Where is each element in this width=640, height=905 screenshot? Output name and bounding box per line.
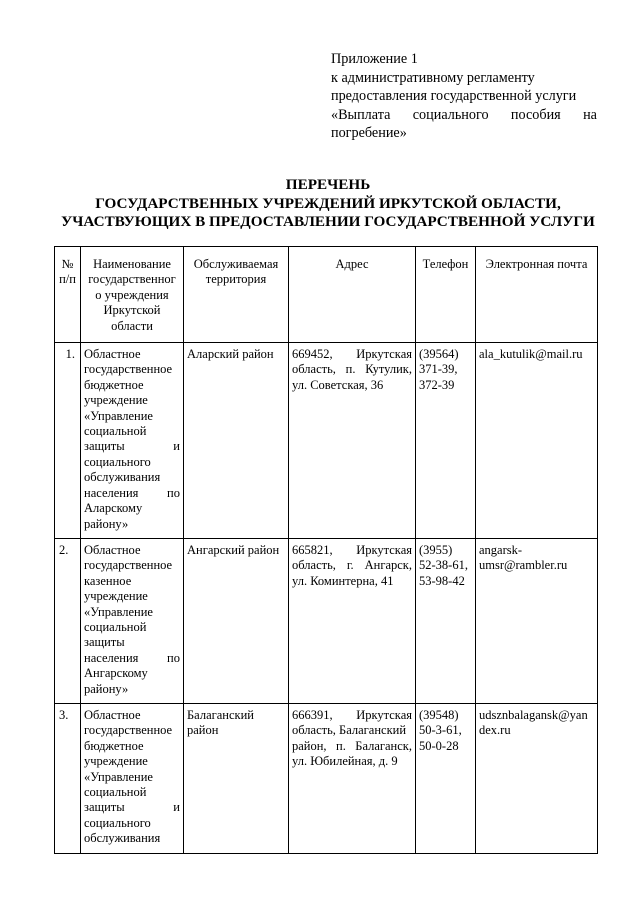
row-email: udsznbalagansk@yan dex.ru: [476, 703, 598, 853]
header-phone: Телефон: [416, 247, 476, 343]
row-name: Областное государственное бюджетное учреждение «Управление социальной защиты и социального обслуживания: [81, 703, 184, 853]
row-territory: Ангарский район: [184, 538, 289, 703]
title-line: ГОСУДАРСТВЕННЫХ УЧРЕЖДЕНИЙ ИРКУТСКОЙ ОБЛАСТИ,: [95, 194, 561, 212]
appendix-line: предоставления государственной услуги: [331, 88, 577, 104]
row-phone: (3955) 52-38-61, 53-98-42: [416, 538, 476, 703]
header-num: № п/п: [55, 247, 81, 343]
document-title: [50, 176, 606, 232]
row-territory: Балаганский район: [184, 703, 289, 853]
row-phone: (39548) 50-3-61, 50-0-28: [416, 703, 476, 853]
appendix-block: [331, 50, 597, 143]
row-territory: Аларский район: [184, 343, 289, 539]
row-address: 665821, Иркутская область, г. Ангарск, ул. Коминтерна, 41: [289, 538, 416, 703]
row-name: Областное государственное бюджетное учреждение «Управление социальной защиты и социального обслуживания населения по Аларскому району»: [81, 343, 184, 539]
row-email: ala_kutulik@mail.ru: [476, 343, 598, 539]
header-address: Адрес: [289, 247, 416, 343]
row-num: 2.: [55, 538, 81, 703]
header-name: Наименование государственног о учреждения Иркутской области: [81, 247, 184, 343]
row-phone: (39564) 371-39, 372-39: [416, 343, 476, 539]
row-name: Областное государственное казенное учреждение «Управление социальной защиты населения по Ангарскому району»: [81, 538, 184, 703]
row-num: 1.: [55, 343, 81, 539]
header-email: Электронная почта: [476, 247, 598, 343]
title-line: УЧАСТВУЮЩИХ В ПРЕДОСТАВЛЕНИИ ГОСУДАРСТВЕННОЙ УСЛУГИ: [61, 213, 595, 230]
table-header-row: [55, 247, 598, 343]
row-email: angarsk- umsr@rambler.ru: [476, 538, 598, 703]
appendix-line: погребение»: [331, 125, 407, 141]
header-territory: Обслуживаемая территория: [184, 247, 289, 343]
appendix-line: «Выплата социального пособия на: [331, 106, 597, 123]
row-address: 669452, Иркутская область, п. Кутулик, ул. Советская, 36: [289, 343, 416, 539]
table-row: [55, 343, 598, 539]
institutions-table: [54, 246, 598, 854]
table-row: [55, 703, 598, 853]
row-num: 3.: [55, 703, 81, 853]
row-address: 666391, Иркутская область, Балаганский район, п. Балаганск, ул. Юбилейная, д. 9: [289, 703, 416, 853]
title-line: ПЕРЕЧЕНЬ: [285, 176, 371, 193]
table-row: [55, 538, 598, 703]
appendix-line: Приложение 1: [331, 51, 418, 67]
appendix-line: к административному регламенту: [331, 69, 535, 86]
